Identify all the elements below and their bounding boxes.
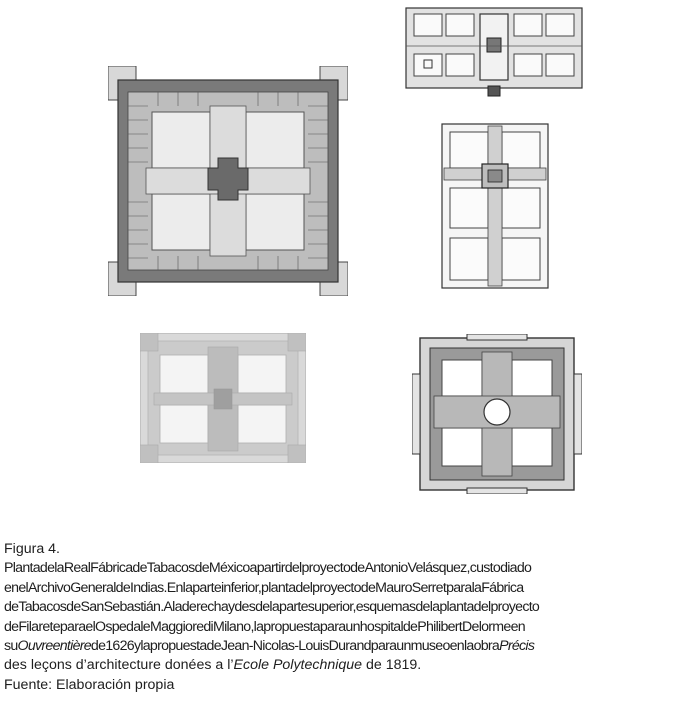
figure-source: Fuente: Elaboración propia (4, 676, 175, 693)
caption-text: su (4, 638, 18, 655)
caption-line: enelArchivoGeneraldeIndias.Enlaparteinferior,plantadelproyectodeMauroSerretparalaFábrica (4, 579, 524, 596)
caption-line: deFilareteparaelOspedaleMaggiorediMilano,lapropuestaparaunhospitaldePhilibertDelormeen (4, 618, 525, 635)
scheme-ospedale-maggiore-milano (404, 6, 584, 98)
caption-line: deTabacosdeSanSebastián.Aladerechaydesdelapartesuperior,esquemasdelaplantadelproyecto (4, 599, 540, 616)
caption-line (4, 656, 682, 675)
caption-italic-title: Ouvreentière (17, 638, 91, 655)
caption-line (4, 637, 682, 656)
caption-text: de 1819. (362, 657, 422, 674)
plan-real-fabrica-tabacos-mexico (108, 66, 348, 296)
caption-italic-title: Ecole Polytechnique (233, 657, 363, 674)
figure-caption (4, 540, 682, 695)
caption-text: des leçons d’architecture donées a l’ (4, 657, 234, 674)
figure-label: Figura 4. (4, 541, 60, 557)
scheme-hospital-philibert-delorme (440, 122, 550, 290)
caption-italic-title: Précis (499, 638, 535, 655)
caption-line: PlantadelaRealFábricadeTabacosdeMéxicoapartirdelproyectodeAntonioVelásquez,custodiado (4, 560, 532, 577)
plan-fabrica-tabacos-san-sebastian (140, 333, 306, 463)
scheme-museo-durand (412, 334, 582, 494)
caption-text: de1626ylapropuestadeJean-Nicolas-LouisDurandparaunmuseoenlaobra (90, 638, 500, 655)
